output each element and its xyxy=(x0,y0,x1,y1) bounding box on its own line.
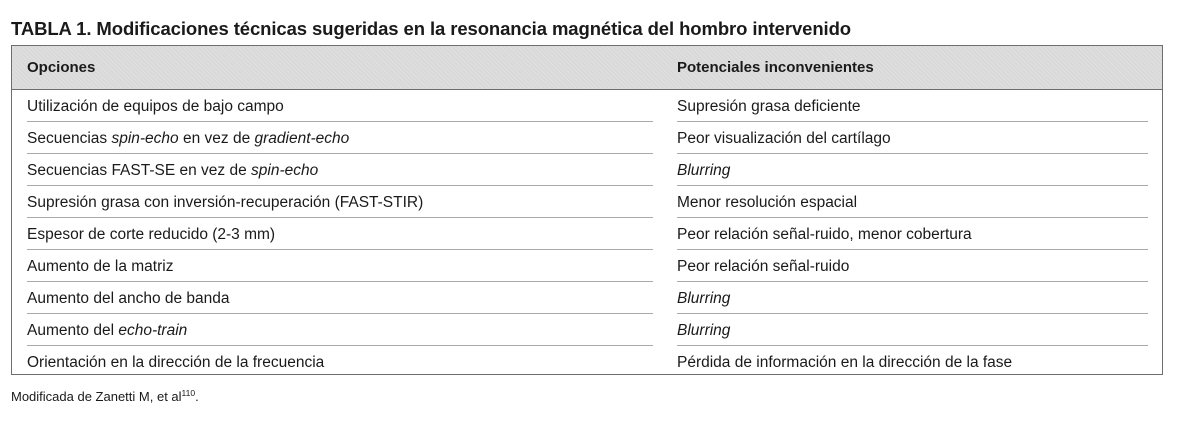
italic-term: spin-echo xyxy=(111,130,179,147)
table-row xyxy=(12,250,1162,282)
cell-text: Orientación en la dirección de la frecuencia xyxy=(27,354,325,371)
option-cell xyxy=(27,322,187,340)
cell-text: Aumento del xyxy=(27,322,119,339)
cell-text: Peor visualización del cartílago xyxy=(677,130,891,147)
drawback-cell xyxy=(677,226,972,244)
cell-text: Peor relación señal-ruido, menor cobertura xyxy=(677,226,972,243)
table-row xyxy=(12,154,1162,186)
italic-term: Blurring xyxy=(677,290,731,307)
italic-term: echo-train xyxy=(118,322,188,339)
cell-text: Peor relación señal-ruido xyxy=(677,258,850,275)
drawback-cell xyxy=(677,322,730,340)
option-cell xyxy=(27,98,284,116)
cell-text: Supresión grasa con inversión-recuperación (FAST-STIR) xyxy=(27,194,424,211)
italic-term: Blurring xyxy=(677,322,731,339)
option-cell xyxy=(27,354,324,372)
option-cell xyxy=(27,290,230,308)
table-title: TABLA 1. Modificaciones técnicas sugeridas en la resonancia magnética del hombro intervenido xyxy=(11,18,851,39)
cell-text: Supresión grasa deficiente xyxy=(677,98,861,115)
drawback-cell xyxy=(677,290,730,308)
cell-text: Aumento del ancho de banda xyxy=(27,290,230,307)
cell-text: en vez de xyxy=(178,130,255,147)
cell-text: Menor resolución espacial xyxy=(677,194,858,211)
drawback-cell xyxy=(677,130,891,148)
footnote-text: Modificada de Zanetti M, et al xyxy=(11,389,182,404)
option-cell xyxy=(27,194,423,212)
table-body xyxy=(12,90,1162,378)
table-row xyxy=(12,218,1162,250)
table xyxy=(11,45,1163,375)
drawback-cell xyxy=(677,258,849,276)
italic-term: spin-echo xyxy=(251,162,319,179)
table-row xyxy=(12,186,1162,218)
table-row xyxy=(12,346,1162,378)
option-cell xyxy=(27,162,318,180)
footnote-reference: 110 xyxy=(181,388,196,398)
table-header xyxy=(12,46,1162,90)
header-options: Opciones xyxy=(27,59,96,76)
table-row xyxy=(12,314,1162,346)
header-drawbacks: Potenciales inconvenientes xyxy=(677,59,874,76)
table-row xyxy=(12,90,1162,122)
drawback-cell xyxy=(677,98,861,116)
footnote-end: . xyxy=(195,389,199,404)
drawback-cell xyxy=(677,354,1012,372)
table-row xyxy=(12,122,1162,154)
cell-text: Secuencias FAST-SE en vez de xyxy=(27,162,252,179)
cell-text: Espesor de corte reducido (2-3 mm) xyxy=(27,226,276,243)
italic-term: Blurring xyxy=(677,162,731,179)
table-row xyxy=(12,282,1162,314)
drawback-cell xyxy=(677,194,857,212)
option-cell xyxy=(27,258,173,276)
footnote xyxy=(11,388,199,404)
option-cell xyxy=(27,226,275,244)
option-cell xyxy=(27,130,349,148)
cell-text: Utilización de equipos de bajo campo xyxy=(27,98,284,115)
cell-text: Secuencias xyxy=(27,130,112,147)
drawback-cell xyxy=(677,162,730,180)
cell-text: Aumento de la matriz xyxy=(27,258,174,275)
italic-term: gradient-echo xyxy=(254,130,350,147)
cell-text: Pérdida de información en la dirección de la fase xyxy=(677,354,1013,371)
